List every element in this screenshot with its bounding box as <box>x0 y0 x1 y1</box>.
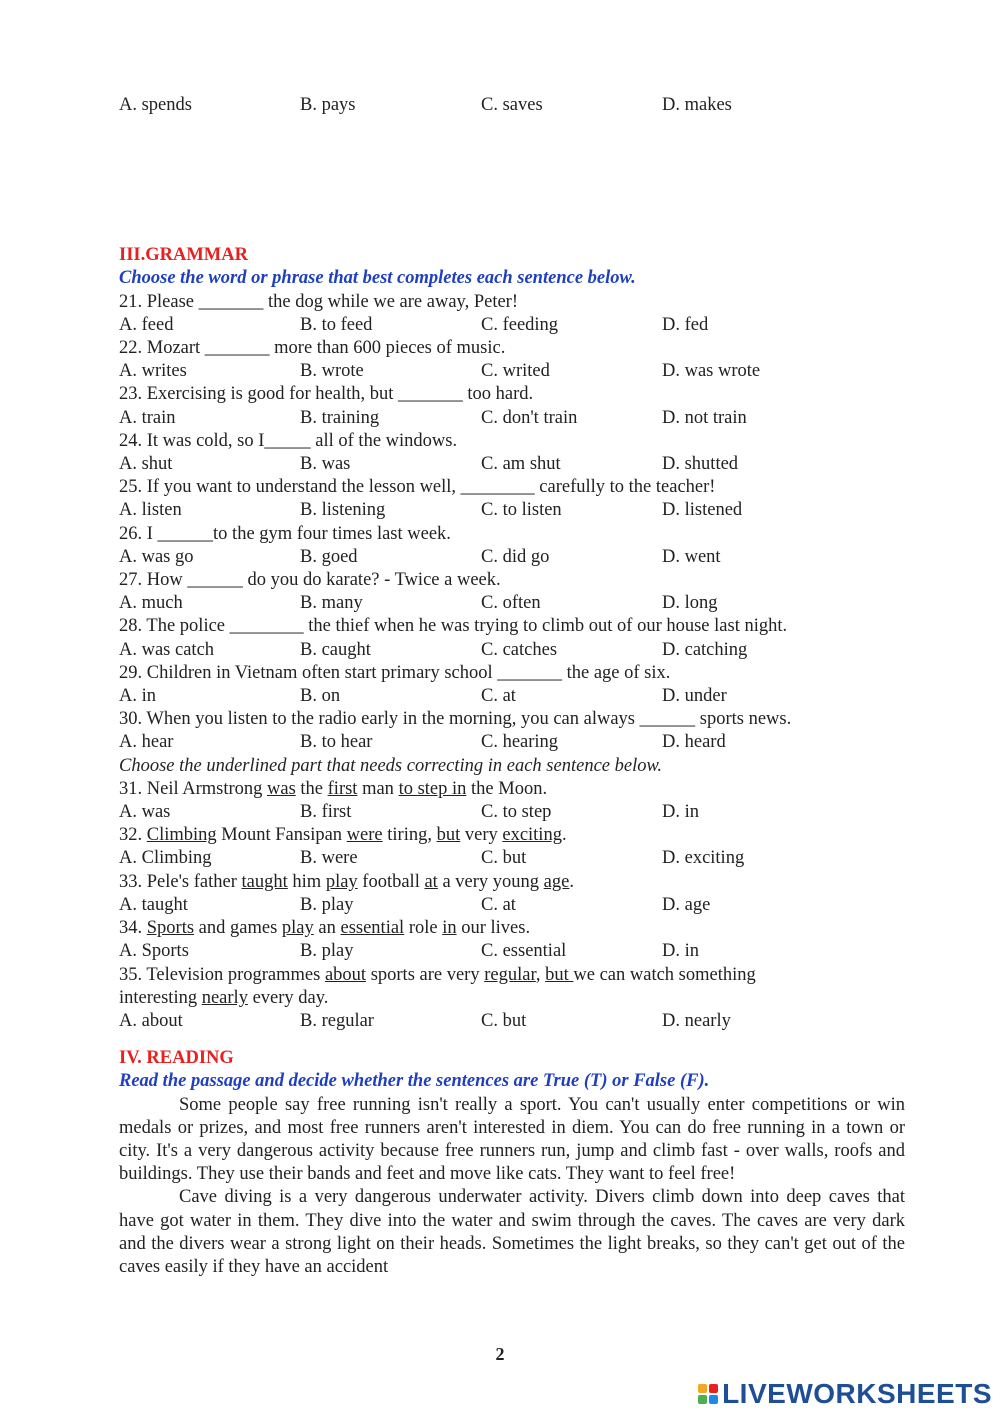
text: 32. <box>119 825 147 846</box>
option-b: B. were <box>300 848 358 869</box>
option-b: B. regular <box>300 1010 374 1031</box>
question-30: 30. When you listen to the radio early in the morning, you can always ______ sports news. <box>119 709 792 730</box>
underlined-part: to step in <box>398 778 467 799</box>
question-25: 25. If you want to understand the lesson well, ________ carefully to the teacher! <box>119 477 716 498</box>
option-c: C. hearing <box>481 732 559 753</box>
option-b: B. to feed <box>300 314 373 335</box>
question-23: 23. Exercising is good for health, but _______ too hard. <box>119 384 534 405</box>
underlined-part: exciting <box>502 825 562 846</box>
grammar-title: III.GRAMMAR <box>119 245 248 266</box>
option-d: D. not train <box>662 407 747 428</box>
option-b: B. wrote <box>300 361 364 382</box>
text: interesting <box>119 987 202 1008</box>
text: 33. Pele's father <box>119 871 242 892</box>
option-c: C. at <box>481 686 516 707</box>
question-35 <box>119 964 905 987</box>
option-c: C. to listen <box>481 500 562 521</box>
option-c: C. saves <box>481 95 543 115</box>
option-b: B. play <box>300 941 354 962</box>
option-c: C. feeding <box>481 314 559 335</box>
option-a: A. Sports <box>119 941 189 962</box>
text: a very young <box>437 871 544 892</box>
options-row-33 <box>119 894 905 917</box>
underlined-part: play <box>281 918 314 939</box>
option-b: B. listening <box>300 500 386 521</box>
text: the Moon. <box>466 778 548 799</box>
text: , <box>535 964 546 985</box>
option-d: D. nearly <box>662 1010 731 1031</box>
text: and games <box>194 918 282 939</box>
text: Mount Fansipan <box>216 825 347 846</box>
underlined-part: play <box>325 871 358 892</box>
text: every day. <box>247 987 329 1008</box>
option-a: A. much <box>119 593 183 614</box>
option-c: C. to step <box>481 802 552 823</box>
option-c: C. but <box>481 848 527 869</box>
underlined-part: regular <box>484 964 536 985</box>
option-d: D. makes <box>662 95 732 115</box>
option-b: B. on <box>300 686 341 707</box>
question-35-cont <box>119 987 905 1010</box>
option-c: C. writed <box>481 361 550 382</box>
option-a: A. in <box>119 686 156 707</box>
text: 34. <box>119 918 147 939</box>
options-row-21 <box>119 314 905 337</box>
question-26: 26. I ______to the gym four times last week. <box>119 523 451 544</box>
option-d: D. was wrote <box>662 361 761 382</box>
reading-paragraph-1: Some people say free running isn't really a sport. You can't usually enter competitions or win medals or prizes, and most free runners aren't interested in diem. You can do free running in a town or city. It's a very dangerous activity because free runners run, jump and climb fast - over walls, roofs and buildings. They use their bands and feet and move like cats. They want to feel free! <box>119 1094 905 1185</box>
options-row-31 <box>119 801 905 824</box>
option-a: A. listen <box>119 500 182 521</box>
options-row-20 <box>119 94 905 117</box>
brand-text: LIVEWORKSHEETS <box>722 1378 992 1409</box>
text: him <box>287 871 326 892</box>
option-a: A. train <box>119 407 176 428</box>
worksheet-page <box>119 94 905 1279</box>
option-a: A. writes <box>119 361 187 382</box>
question-27: 27. How ______ do you do karate? - Twice a week. <box>119 570 501 591</box>
option-d: D. long <box>662 593 718 614</box>
text: . <box>569 871 574 892</box>
option-a: A. spends <box>119 95 192 115</box>
option-d: D. listened <box>662 500 743 521</box>
brand-mark-icon <box>698 1384 718 1404</box>
underlined-part: age <box>543 871 570 892</box>
option-d: D. exciting <box>662 848 745 869</box>
option-a: A. feed <box>119 314 174 335</box>
underlined-part: Sports <box>146 918 195 939</box>
option-d: D. heard <box>662 732 726 753</box>
option-a: A. taught <box>119 894 188 915</box>
options-row-24 <box>119 453 905 476</box>
question-33 <box>119 871 905 894</box>
option-d: D. in <box>662 802 699 823</box>
underlined-part: at <box>424 871 438 892</box>
option-c: C. essential <box>481 941 567 962</box>
text: tiring, <box>382 825 437 846</box>
option-b: B. was <box>300 454 351 475</box>
text: the <box>295 778 328 799</box>
page-number: 2 <box>495 1344 505 1364</box>
underlined-part: essential <box>340 918 405 939</box>
option-b: B. pays <box>300 95 356 115</box>
underlined-part: but <box>436 825 461 846</box>
option-b: B. goed <box>300 546 358 567</box>
option-c: C. did go <box>481 546 550 567</box>
text: role <box>404 918 443 939</box>
options-row-22 <box>119 360 905 383</box>
option-d: D. shutted <box>662 454 739 475</box>
options-row-30 <box>119 731 905 754</box>
text: man <box>357 778 399 799</box>
text: our lives. <box>456 918 531 939</box>
options-row-29 <box>119 685 905 708</box>
reading-title: IV. READING <box>119 1048 234 1069</box>
underlined-part: about <box>324 964 367 985</box>
text: we can watch something <box>573 964 756 985</box>
option-d: D. fed <box>662 314 709 335</box>
underlined-part: Climbing <box>146 825 217 846</box>
question-34 <box>119 917 905 940</box>
option-c: C. at <box>481 894 516 915</box>
text: an <box>313 918 341 939</box>
option-d: D. catching <box>662 639 748 660</box>
text: football <box>357 871 425 892</box>
question-24: 24. It was cold, so I_____ all of the windows. <box>119 430 458 451</box>
option-a: A. shut <box>119 454 173 475</box>
underlined-part: were <box>346 825 383 846</box>
options-row-25 <box>119 499 905 522</box>
underlined-part: in <box>442 918 457 939</box>
text: . <box>561 825 567 846</box>
options-row-26 <box>119 546 905 569</box>
error-correction-instruction: Choose the underlined part that needs correcting in each sentence below. <box>119 755 663 776</box>
question-31 <box>119 778 905 801</box>
text: sports are very <box>366 964 485 985</box>
option-a: A. was <box>119 802 171 823</box>
option-b: B. play <box>300 894 354 915</box>
options-row-28 <box>119 639 905 662</box>
underlined-part: taught <box>241 871 288 892</box>
underlined-part: nearly <box>201 987 248 1008</box>
option-b: B. many <box>300 593 363 614</box>
option-d: D. went <box>662 546 721 567</box>
underlined-part: but <box>545 964 574 985</box>
option-b: B. training <box>300 407 380 428</box>
question-21: 21. Please _______ the dog while we are away, Peter! <box>119 291 518 312</box>
question-28: 28. The police ________ the thief when he was trying to climb out of our house last night. <box>119 616 788 637</box>
text: 31. Neil Armstrong <box>119 778 267 799</box>
options-row-35 <box>119 1010 905 1033</box>
option-a: A. hear <box>119 732 174 753</box>
option-a: A. was catch <box>119 639 215 660</box>
option-c: C. but <box>481 1010 527 1031</box>
option-b: B. first <box>300 802 352 823</box>
option-b: B. to hear <box>300 732 373 753</box>
option-d: D. age <box>662 894 711 915</box>
reading-instruction: Read the passage and decide whether the sentences are True (T) or False (F). <box>119 1071 710 1092</box>
text: very <box>460 825 503 846</box>
underlined-part: first <box>327 778 358 799</box>
option-c: C. am shut <box>481 454 561 475</box>
options-row-23 <box>119 407 905 430</box>
grammar-mcq-list <box>119 291 905 755</box>
option-c: C. don't train <box>481 407 578 428</box>
reading-paragraph-2: Cave diving is a very dangerous underwater activity. Divers climb down into deep caves that have got water in them. They dive into the water and swim through the caves. The caves are very dark and the divers wear a strong light on their heads. Sometimes the light breaks, so they can't get out of the caves easily if they have an accident <box>119 1187 905 1277</box>
option-d: D. under <box>662 686 727 707</box>
options-row-34 <box>119 940 905 963</box>
options-row-32 <box>119 847 905 870</box>
question-22: 22. Mozart _______ more than 600 pieces of music. <box>119 338 506 359</box>
option-a: A. was go <box>119 546 194 567</box>
liveworksheets-logo <box>698 1378 992 1410</box>
option-c: C. catches <box>481 639 558 660</box>
question-29: 29. Children in Vietnam often start primary school _______ the age of six. <box>119 662 671 683</box>
underlined-part: was <box>267 778 296 799</box>
grammar-instruction: Choose the word or phrase that best completes each sentence below. <box>119 268 636 289</box>
option-b: B. caught <box>300 639 371 660</box>
option-d: D. in <box>662 941 699 962</box>
options-row-27 <box>119 592 905 615</box>
option-c: C. often <box>481 593 541 614</box>
option-a: A. Climbing <box>119 848 212 869</box>
question-32 <box>119 824 905 847</box>
text: 35. Television programmes <box>119 964 325 985</box>
option-a: A. about <box>119 1010 183 1031</box>
